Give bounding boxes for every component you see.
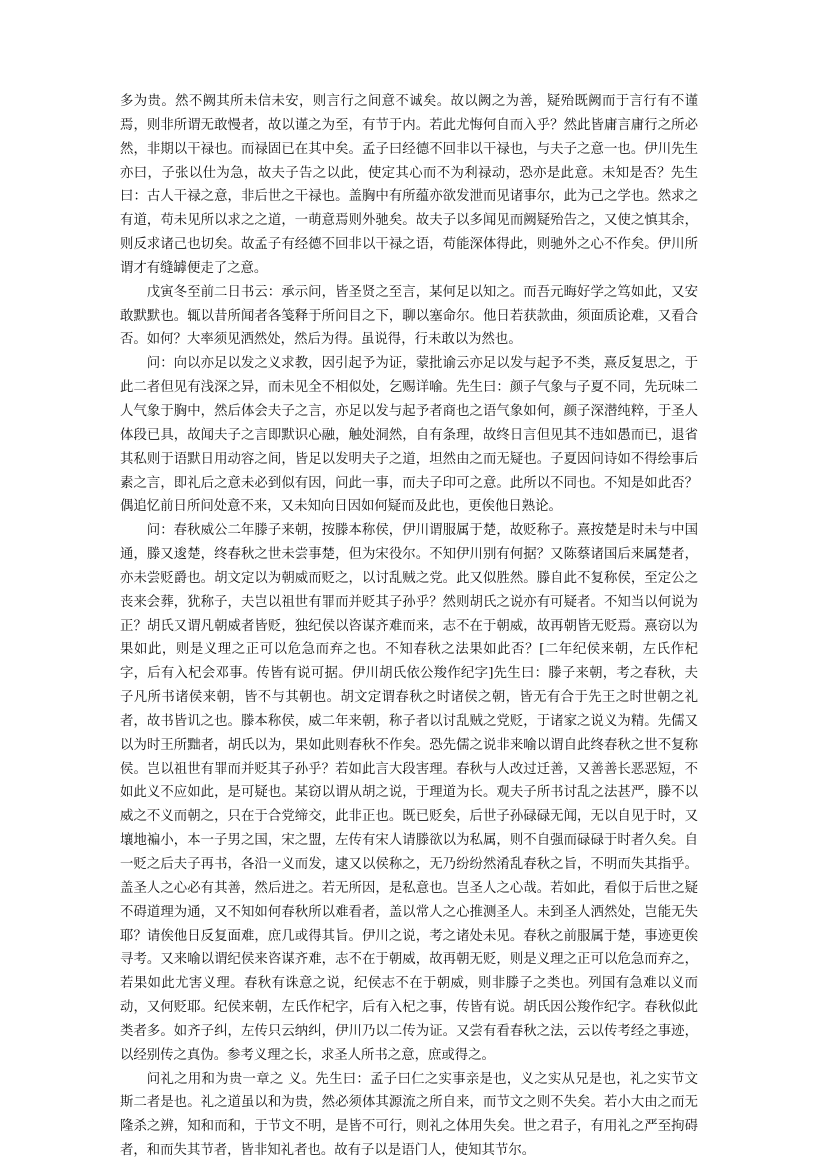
paragraph-3: 问：向以亦足以发之义求教，因引起予为证，蒙批谕云亦足以发与起予不类，熹反复思之，于此二者但见有浅深之异，而未见全不相似处，乞赐详喻。先生曰：颜子气象与子夏不同，先玩味二人气象于胸中，然后体会夫子之言，亦足以发与起予者商也之语气象如何，颜子深潜纯粹，于圣人体段已具，故闻夫子之言即默识心融，触处洞然，自有条理，故终日言但见其不违如愚而已，退省其私则于语默日用动容之间，皆足以发明夫子之道，坦然由之而无疑也。子夏因问诗如不得绘事后素之言，即礼后之意未必到似有因，问此一事，而夫子印可之意。此所以不同也。不知是如此否？偶追忆前日所问处意不来，又未知向日因如何疑而及此也，更俟他日熟论。 [120, 356, 698, 515]
paragraph-4: 问：春秋威公二年滕子来朝，按滕本称侯，伊川谓服属于楚，故贬称子。熹按楚是时未与中国通，滕又逡楚，终春秋之世未尝事楚，但为宋役尔。不知伊川别有何据？又陈蔡诸国后来属楚者，亦未尝贬爵也。胡文定以为朝威而贬之，以讨乱贼之党。此又似胜然。滕自此不复称侯，至定公之丧来会葬，犹称子，夫岂以祖世有罪而并贬其子孙乎？然则胡氏之说亦有可疑者。不知当以何说为正？胡氏又谓凡朝威者皆贬，独纪侯以咨谋齐难而来，志不在于朝威，故再朝皆无贬焉。熹窃以为果如此，则是义理之正可以危急而弃之也。不知春秋之法果如此否？[二年纪侯来朝，左氏作杞字，后有入杞会邓事。传皆有说可据。伊川胡氏依公羧作纪字]先生曰：滕子来朝，考之春秋，夫子凡所书诸侯来朝，皆不与其朝也。胡文定谓春秋之时诸侯之朝，皆无有合于先王之时世朝之礼者，故书皆讥之也。滕本称侯，威二年来朝，称子者以讨乱贼之党贬，于诸家之说义为精。先儒又以为时王所黜者，胡氏以为，果如此则春秋不作矣。恐先儒之说非来喻以谓自此终春秋之世不复称侯。岂以祖世有罪而并贬其子孙乎？若如此言大段害理。春秋与人改过迁善，又善善长恶恶短，不如此义不应如此，是可疑也。某窃以谓从胡之说，于理道为长。观夫子所书讨乱之法甚严，滕不以威之不义而朝之，只在于合党缔交，此非正也。既已贬矣，后世子孙碌碌无闻，无以自见于时，又壤地褊小，本一子男之国，宋之盟，左传有宋人请滕欲以为私属，则不自强而碌碌于时者久矣。自一贬之后夫子再书，各沿一义而发，逮又以侯称之，无乃纷纷然淆乱春秋之旨，不明而失其指乎。盖圣人之心必有其善，然后进之。若无所因，是私意也。岂圣人之心哉。若如此，看似于后世之疑不碍道理为通，又不知如何春秋所以难看者，盖以常人之心推测圣人。未到圣人洒然处，岂能无失耶？请俟他日反复面难，庶几或得其旨。伊川之说，考之诸处未见。春秋之前服属于楚，事迹更俟寻考。又来喻以谓纪侯来咨谋齐难，志不在于朝威，故再朝无贬，则是义理之正可以危急而弃之，若果如此尤害义理。春秋有诛意之说，纪侯志不在于朝威，则非滕子之类也。列国有急难以义而动，又何贬耶。纪侯来朝，左氏作杞字，后有入杞之事，传皆有说。胡氏因公羧作纪字。春秋似此类者多。如齐子纠，左传只云纳纠，伊川乃以二传为证。又尝有看春秋之法，云以传考经之事迹，以经别传之真伪。参考义理之长，求圣人所书之意，庶或得之。 [120, 523, 698, 1063]
document-page [120, 90, 698, 1163]
paragraph-2: 戊寅冬至前二日书云：承示问，皆圣贤之至言，某何足以知之。而吾元晦好学之笃如此，又安敢默默也。辄以昔所闻者各笺释于所问目之下，聊以塞命尔。他日若获款曲，须面质论难，又看合否。如何？大率须见洒然处，然后为得。虽说得，行未敢以为然也。 [120, 284, 698, 348]
paragraph-5: 问礼之用和为贵一章之 义。先生曰：孟子曰仁之实事亲是也，义之实从兄是也，礼之实节文斯二者是也。礼之道虽以和为贵，然必须体其源流之所自来，而节文之则不失矣。若小大由之而无隆杀之辨，知和而和，于节文不明，是皆不可行，则礼之体用失矣。世之君子，有用礼之严至拘碍者，和而失其节者，皆非知礼者也。故有子以是语门人，使知其节尔。 [120, 1071, 698, 1159]
paragraph-1: 多为贵。然不阙其所未信未安，则言行之间意不诚矣。故以阙之为善，疑殆既阙而于言行有不谨焉，则非所谓无敢慢者，故以谨之为至，有节于内。若此尤悔何自而入乎？然此皆庸言庸行之所必然，非期以干禄也。而禄固已在其中矣。孟子曰经德不回非以干禄也，与夫子之意一也。伊川先生亦曰，子张以仕为急，故夫子告之以此，使定其心而不为利禄动，恐亦是此意。未知是否？先生曰：古人干禄之意，非后世之干禄也。盖胸中有所蕴亦欲发泄而见诸事尔，此为己之学也。然求之有道，苟未见所以求之之道，一萌意焉则外驰矣。故夫子以多闻见而阙疑殆告之，又使之慎其余，则反求诸己也切矣。故孟子有经德不回非以干禄之语，苟能深体得此，则驰外之心不作矣。伊川所谓才有缝罅便走了之意。 [120, 94, 698, 276]
